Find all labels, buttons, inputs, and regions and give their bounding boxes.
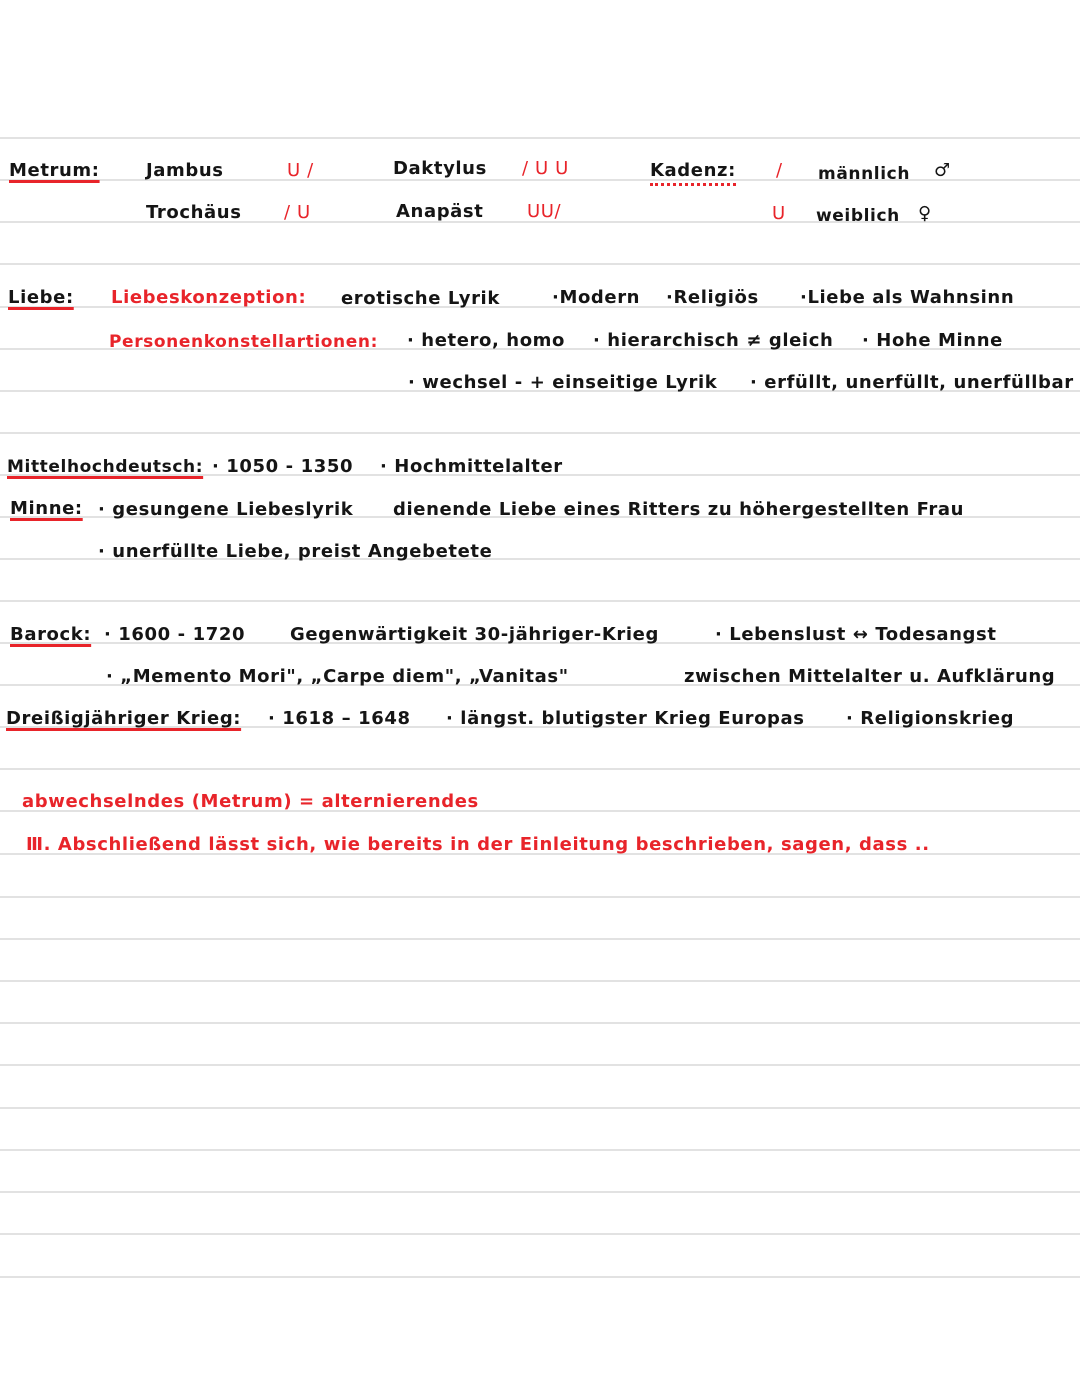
konzeption-item-1: erotische Lyrik [341, 288, 500, 309]
ruled-line [0, 263, 1080, 265]
trochaeus-symbol: / U [284, 202, 311, 223]
anapaest-label: Anapäst [396, 201, 484, 222]
heading-barock: Barock: [10, 624, 92, 645]
personenkonstellation-label: Personenkonstellartionen: [109, 332, 378, 352]
jambus-symbol: U / [287, 160, 314, 181]
note-alternierend: abwechselndes (Metrum) = alternierendes [22, 791, 479, 812]
kadenz-maennlich-symbol: / [776, 160, 783, 181]
ruled-line [0, 1276, 1080, 1278]
barock-item-4: · „Memento Mori", „Carpe diem", „Vanitas" [106, 666, 569, 687]
krieg-dates: · 1618 – 1648 [268, 708, 411, 729]
ruled-line [0, 768, 1080, 770]
heading-liebe: Liebe: [8, 287, 74, 308]
anapaest-symbol: UU/ [527, 201, 562, 222]
ruled-line [0, 1233, 1080, 1235]
ruled-line [0, 1191, 1080, 1193]
note-abschluss: Ⅲ. Abschließend lässt sich, wie bereits in der Einleitung beschrieben, sagen, dass .. [26, 834, 930, 855]
male-sign-icon: ♂ [934, 160, 951, 181]
barock-item-3: · Lebenslust ↔ Todesangst [715, 624, 997, 645]
ruled-line [0, 1107, 1080, 1109]
barock-item-2: Gegenwärtigkeit 30-jähriger-Krieg [290, 624, 659, 645]
heading-dreissigjaehriger-krieg: Dreißigjähriger Krieg: [6, 708, 242, 729]
ruled-line [0, 980, 1080, 982]
minne-item-3: · unerfüllte Liebe, preist Angebetete [98, 541, 493, 562]
heading-mittelhochdeutsch: Mittelhochdeutsch: [7, 457, 204, 477]
barock-item-5: zwischen Mittelalter u. Aufklärung [684, 666, 1056, 687]
konzeption-item-3: ·Religiös [666, 287, 759, 308]
personen-item-3: · Hohe Minne [862, 330, 1003, 351]
personen-item-2: · hierarchisch ≠ gleich [593, 330, 834, 351]
heading-kadenz: Kadenz: [650, 160, 736, 186]
krieg-item-2: · längst. blutigster Krieg Europas [446, 708, 805, 729]
trochaeus-label: Trochäus [146, 202, 242, 223]
ruled-line [0, 137, 1080, 139]
konzeption-item-4: ·Liebe als Wahnsinn [800, 287, 1015, 308]
mhd-dates: · 1050 - 1350 [212, 456, 354, 477]
ruled-line [0, 1022, 1080, 1024]
barock-dates: · 1600 - 1720 [104, 624, 246, 645]
personen-item-4: · wechsel - + einseitige Lyrik [408, 372, 718, 393]
personen-item-1: · hetero, homo [407, 330, 565, 351]
ruled-line [0, 432, 1080, 434]
daktylus-label: Daktylus [393, 158, 487, 179]
jambus-label: Jambus [146, 160, 224, 181]
heading-metrum: Metrum: [9, 160, 100, 181]
minne-item-2: dienende Liebe eines Ritters zu höhergestellten Frau [393, 499, 965, 520]
personen-item-5: · erfüllt, unerfüllt, unerfüllbar [750, 372, 1074, 393]
konzeption-item-2: ·Modern [552, 287, 641, 308]
ruled-line [0, 896, 1080, 898]
kadenz-maennlich-label: männlich [818, 164, 911, 184]
heading-minne: Minne: [10, 498, 83, 519]
ruled-line [0, 1064, 1080, 1066]
mhd-period: · Hochmittelalter [380, 456, 563, 477]
female-sign-icon: ♀ [918, 203, 932, 224]
ruled-line [0, 600, 1080, 602]
krieg-item-3: · Religionskrieg [846, 708, 1015, 729]
daktylus-symbol: / U U [522, 158, 569, 179]
liebeskonzeption-label: Liebeskonzeption: [111, 287, 307, 308]
ruled-line [0, 1149, 1080, 1151]
ruled-line [0, 938, 1080, 940]
minne-item-1: · gesungene Liebeslyrik [98, 499, 354, 520]
kadenz-weiblich-symbol: U [772, 203, 786, 224]
kadenz-weiblich-label: weiblich [816, 206, 900, 226]
